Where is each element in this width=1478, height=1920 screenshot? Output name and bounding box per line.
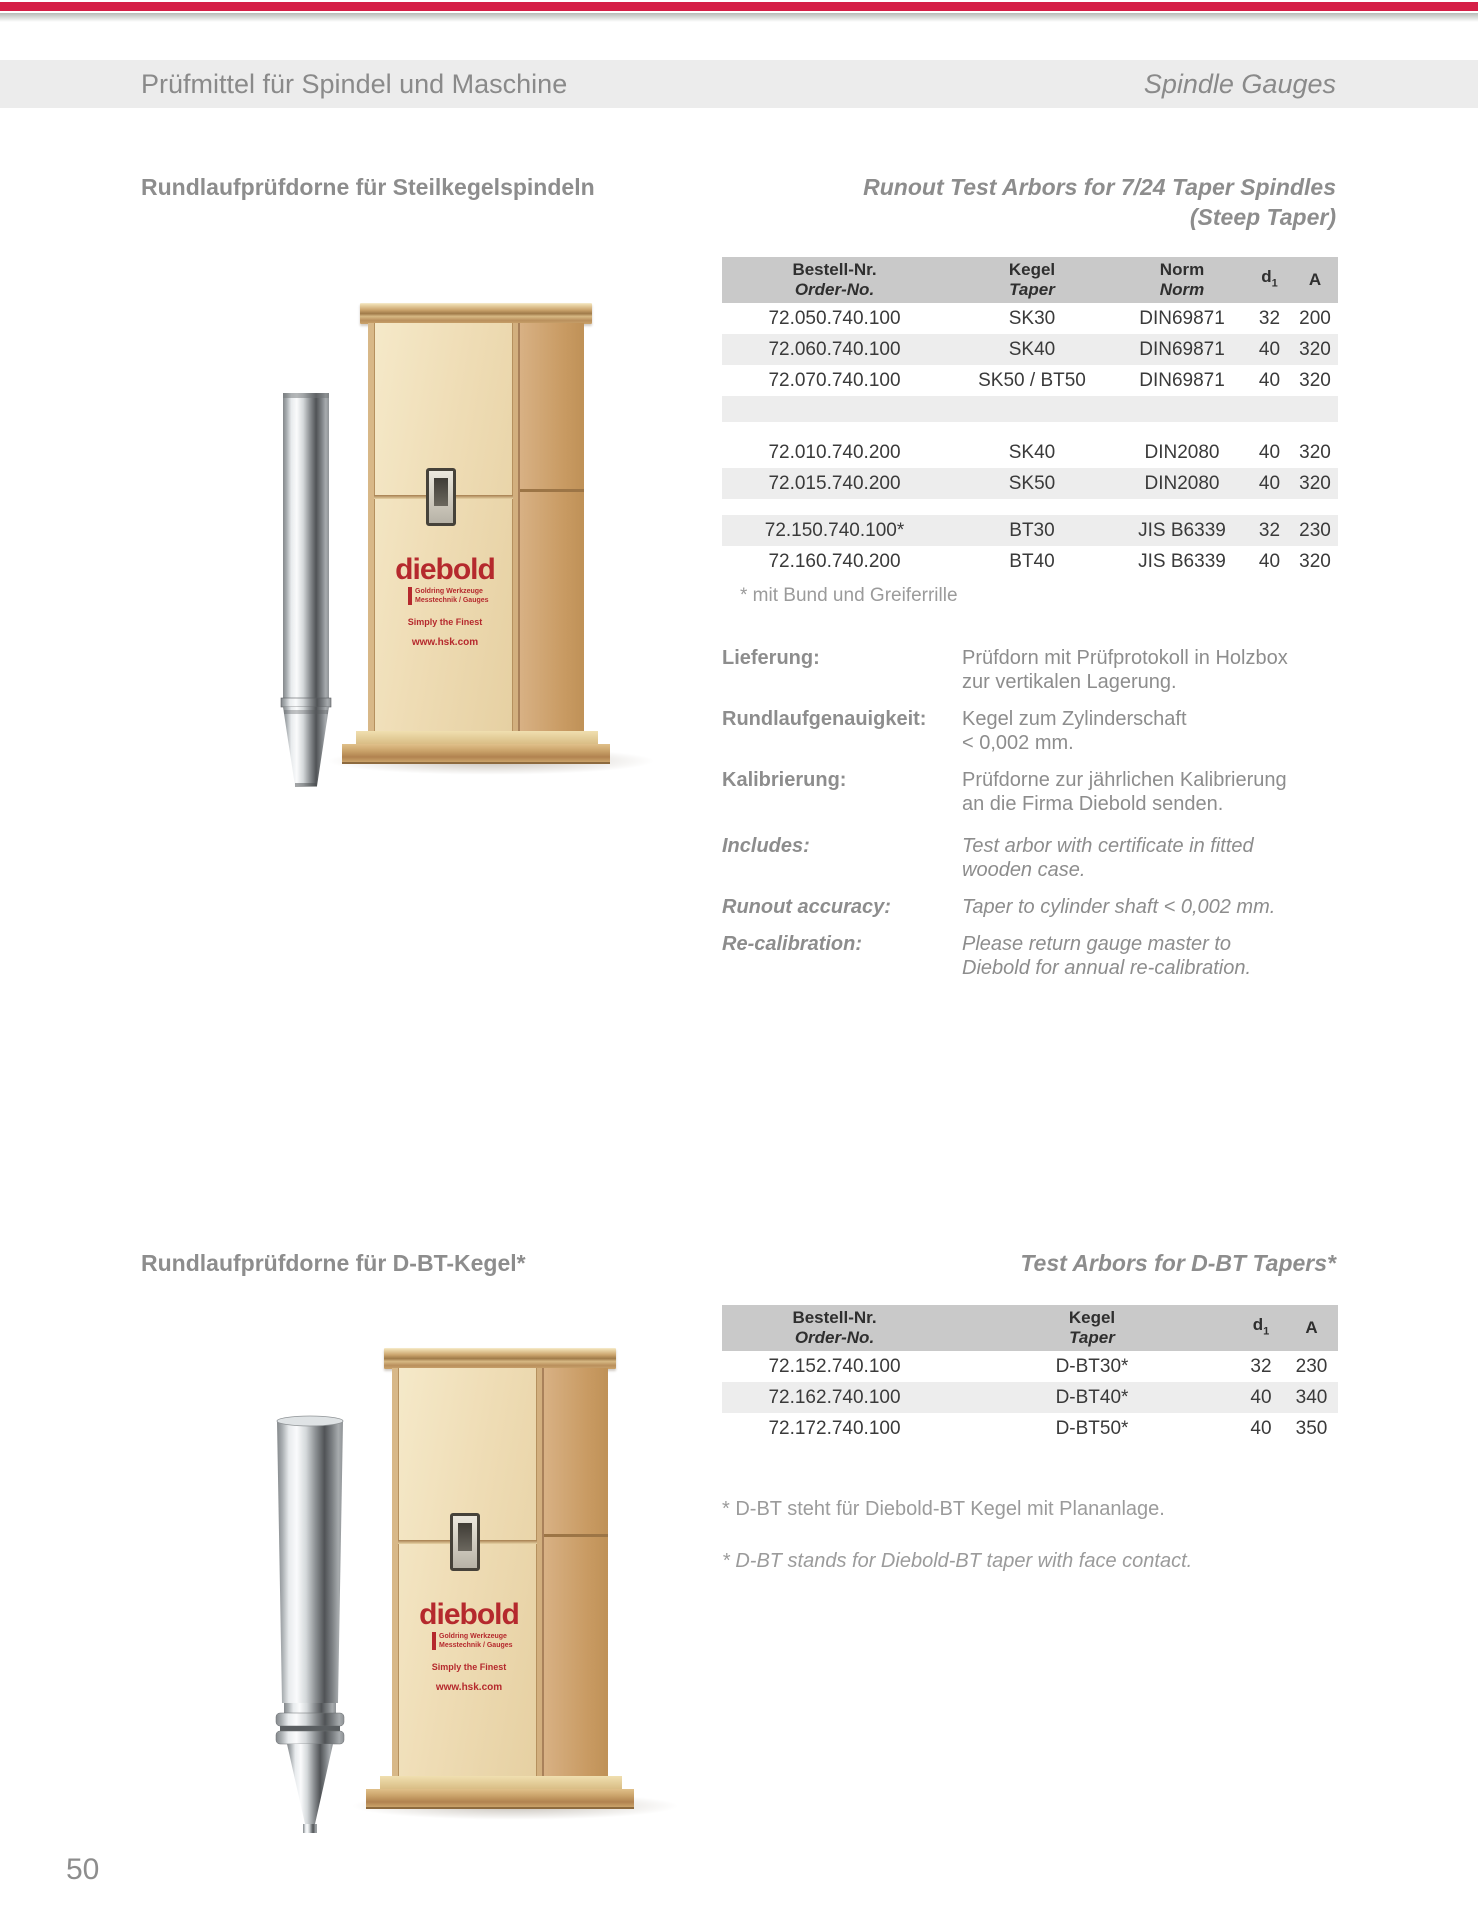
table-spacer-row [722,499,1338,515]
delivery-info-english [722,834,1338,980]
diebold-url: www.hsk.com [435,1682,503,1693]
case-base-upper [380,1776,622,1790]
page-number: 50 [66,1853,100,1886]
case-base-upper [356,731,598,745]
diebold-logo-text: diebold [395,553,495,586]
diebold-logo-text: diebold [419,1598,519,1631]
table1-footnote: * mit Bund und Greiferrille [740,585,958,606]
section1-heading-english: Runout Test Arbors for 7/24 Taper Spindles (Steep Taper) [863,174,1336,230]
dbt-note-german: * D-BT steht für Diebold-BT Kegel mit Plananlage. [722,1498,1165,1520]
product-photo-dbt-taper [270,1340,630,1850]
page-title-german: Prüfmittel für Spindel und Maschine [141,68,568,99]
table-row: 72.050.740.100 SK30 DIN69871 32 200 [768,307,1331,329]
diebold-logo-subtext: Goldring Werkzeuge Messtechnik / Gauges [432,1632,532,1650]
page-title-english: Spindle Gauges [1143,68,1336,99]
diebold-url: www.hsk.com [411,637,479,648]
section2-heading [141,1248,1336,1278]
spec-table-steep-taper [722,257,1338,577]
info-row-runout-accuracy: Runout accuracy: Taper to cylinder shaft < 0,002 mm. [722,896,1276,918]
table-row: 72.160.740.200 BT40 JIS B6339 40 320 [768,550,1331,572]
case-latch [426,468,456,526]
top-accent-bar [0,2,1478,11]
table-row: 72.070.740.100 SK50 / BT50 DIN69871 40 320 [768,369,1331,391]
diebold-logo-subtext: Goldring Werkzeuge Messtechnik / Gauges [408,587,508,605]
case-body [368,323,584,731]
dbt-note-english: * D-BT stands for Diebold-BT taper with face contact. [722,1550,1193,1572]
diebold-logo [382,555,508,648]
info-row-kalibrierung: Kalibrierung: Prüfdorne zur jährlichen Kalibrierung an die Firma Diebold senden. [722,769,1287,815]
table-header: Bestell-Nr. Order-No. Kegel Taper Norm Norm $d_1$ A [722,257,1338,303]
section1-heading [141,172,1336,232]
top-divider-bar [0,13,1478,22]
table-row: 72.015.740.200 SK50 DIN2080 40 320 [722,468,1338,499]
table-row: 72.152.740.100 D-BT30* 32 230 [768,1355,1328,1377]
table-row: 72.010.740.200 SK40 DIN2080 40 320 [768,441,1331,463]
table-row: 72.060.740.100 SK40 DIN69871 40 320 [722,334,1338,365]
section1-heading-german: Rundlaufprüfdorne für Steilkegelspindeln [141,174,595,200]
product-photo-steep-taper [270,295,630,805]
table-header: Bestell-Nr. Order-No. Kegel Taper $d_1$ A [722,1305,1338,1351]
info-row-lieferung: Lieferung: Prüfdorn mit Prüfprotokoll in Holzbox zur vertikalen Lagerung. [722,647,1288,693]
case-lid [360,303,592,324]
case-lid [384,1348,616,1369]
case-base-lower [342,744,610,764]
delivery-info [722,646,1338,993]
case-body [392,1368,608,1776]
case-latch [450,1513,480,1571]
table-row: 72.162.740.100 D-BT40* 40 340 [722,1382,1338,1413]
table-spacer-row [722,396,1338,422]
page-header-band [0,60,1478,108]
info-row-rundlaufgenauigkeit: Rundlaufgenauigkeit: Kegel zum Zylinderschaft < 0,002 mm. [722,708,1187,754]
diebold-tagline: Simply the Finest [431,1662,507,1672]
table-row: 72.172.740.100 D-BT50* 40 350 [768,1417,1328,1439]
info-row-includes: Includes: Test arbor with certificate in fitted wooden case. [722,835,1254,881]
section2-heading-german: Rundlaufprüfdorne für D-BT-Kegel* [141,1250,526,1276]
info-row-recalibration: Re-calibration: Please return gauge master to Diebold for annual re-calibration. [722,933,1252,979]
diebold-tagline: Simply the Finest [407,617,483,627]
table-row: 72.150.740.100* BT30 JIS B6339 32 230 [722,515,1338,546]
diebold-logo [406,1600,532,1693]
section2-heading-english: Test Arbors for D-BT Tapers* [1020,1250,1336,1276]
spec-table-dbt-taper [722,1305,1338,1444]
test-arbor-dbt-image [274,1415,346,1840]
table-spacer-row [722,422,1338,437]
test-arbor-sk-image [278,390,334,792]
case-base-lower [366,1789,634,1809]
